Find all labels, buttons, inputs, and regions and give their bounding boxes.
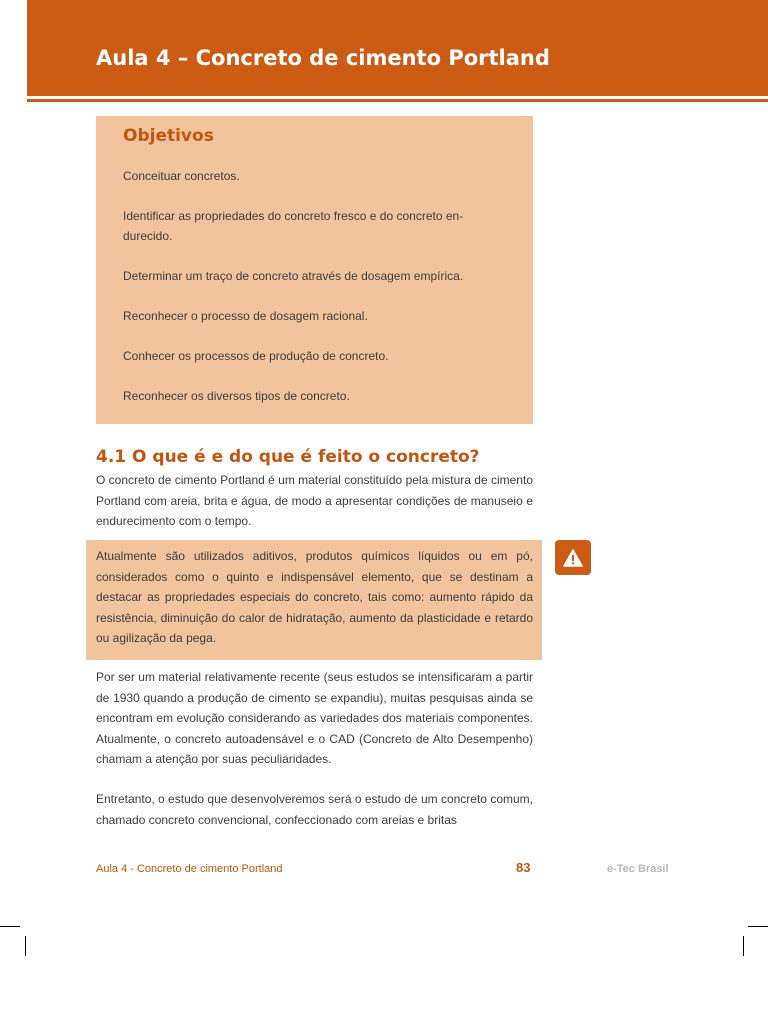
note-text: Atualmente são utilizados aditivos, produtos químicos líquidos ou em pó, considerados como o quinto e indispensável elemento, que se destinam a destacar as propriedades especiais do concreto, tais como: aumento rápido da resistência, diminuição do calor de hidratação, aumento da plasticidade e retardo ou agilização da pega. <box>96 549 533 645</box>
body-paragraph: Entretanto, o estudo que desenvolveremos será o estudo de um concreto comum, chamado concreto convencional, confeccionado com areias e britas <box>96 792 533 827</box>
crop-mark <box>743 936 744 956</box>
warning-badge <box>555 540 591 575</box>
objective-item: Determinar um traço de concreto através de dosagem empírica. <box>123 269 464 283</box>
objectives-box <box>96 116 533 424</box>
footer-brand: e-Tec Brasil <box>607 863 669 875</box>
crop-mark <box>748 926 768 927</box>
intro-paragraph: O concreto de cimento Portland é um material constituído pela mistura de cimento Portland com areia, brita e água, de modo a apresentar condições de manuseio e endurecimento com o tempo. <box>96 473 533 528</box>
objective-item: Reconhecer o processo de dosagem racional. <box>123 309 368 323</box>
objective-item: Identificar as propriedades do concreto fresco e do concreto en- durecido. <box>123 209 464 243</box>
page-title: Aula 4 – Concreto de cimento Portland <box>96 46 550 70</box>
note-box <box>86 540 542 660</box>
body-paragraph: Por ser um material relativamente recente (seus estudos se intensificaram a partir de 1930 quando a produção de cimento se expandiu), muitas pesquisas ainda se encontram em evolução considerando as variedades dos materiais componentes. Atualmente, o concreto autoadensável e o CAD (Concreto de Alto Desempenho) chamam a atenção por suas peculiaridades. <box>96 670 533 766</box>
objective-item: Conceituar concretos. <box>123 169 240 183</box>
crop-mark <box>0 926 20 927</box>
header-divider <box>27 99 768 102</box>
objective-item: Conhecer os processos de produção de concreto. <box>123 349 389 363</box>
warning-icon <box>563 549 583 567</box>
objective-item: Reconhecer os diversos tipos de concreto. <box>123 389 350 403</box>
footer-chapter-label: Aula 4 - Concreto de cimento Portland <box>96 863 283 875</box>
page-number: 83 <box>516 860 531 875</box>
objectives-title: Objetivos <box>123 126 214 146</box>
section-heading: 4.1 O que é e do que é feito o concreto? <box>96 447 480 467</box>
crop-mark <box>25 936 26 956</box>
